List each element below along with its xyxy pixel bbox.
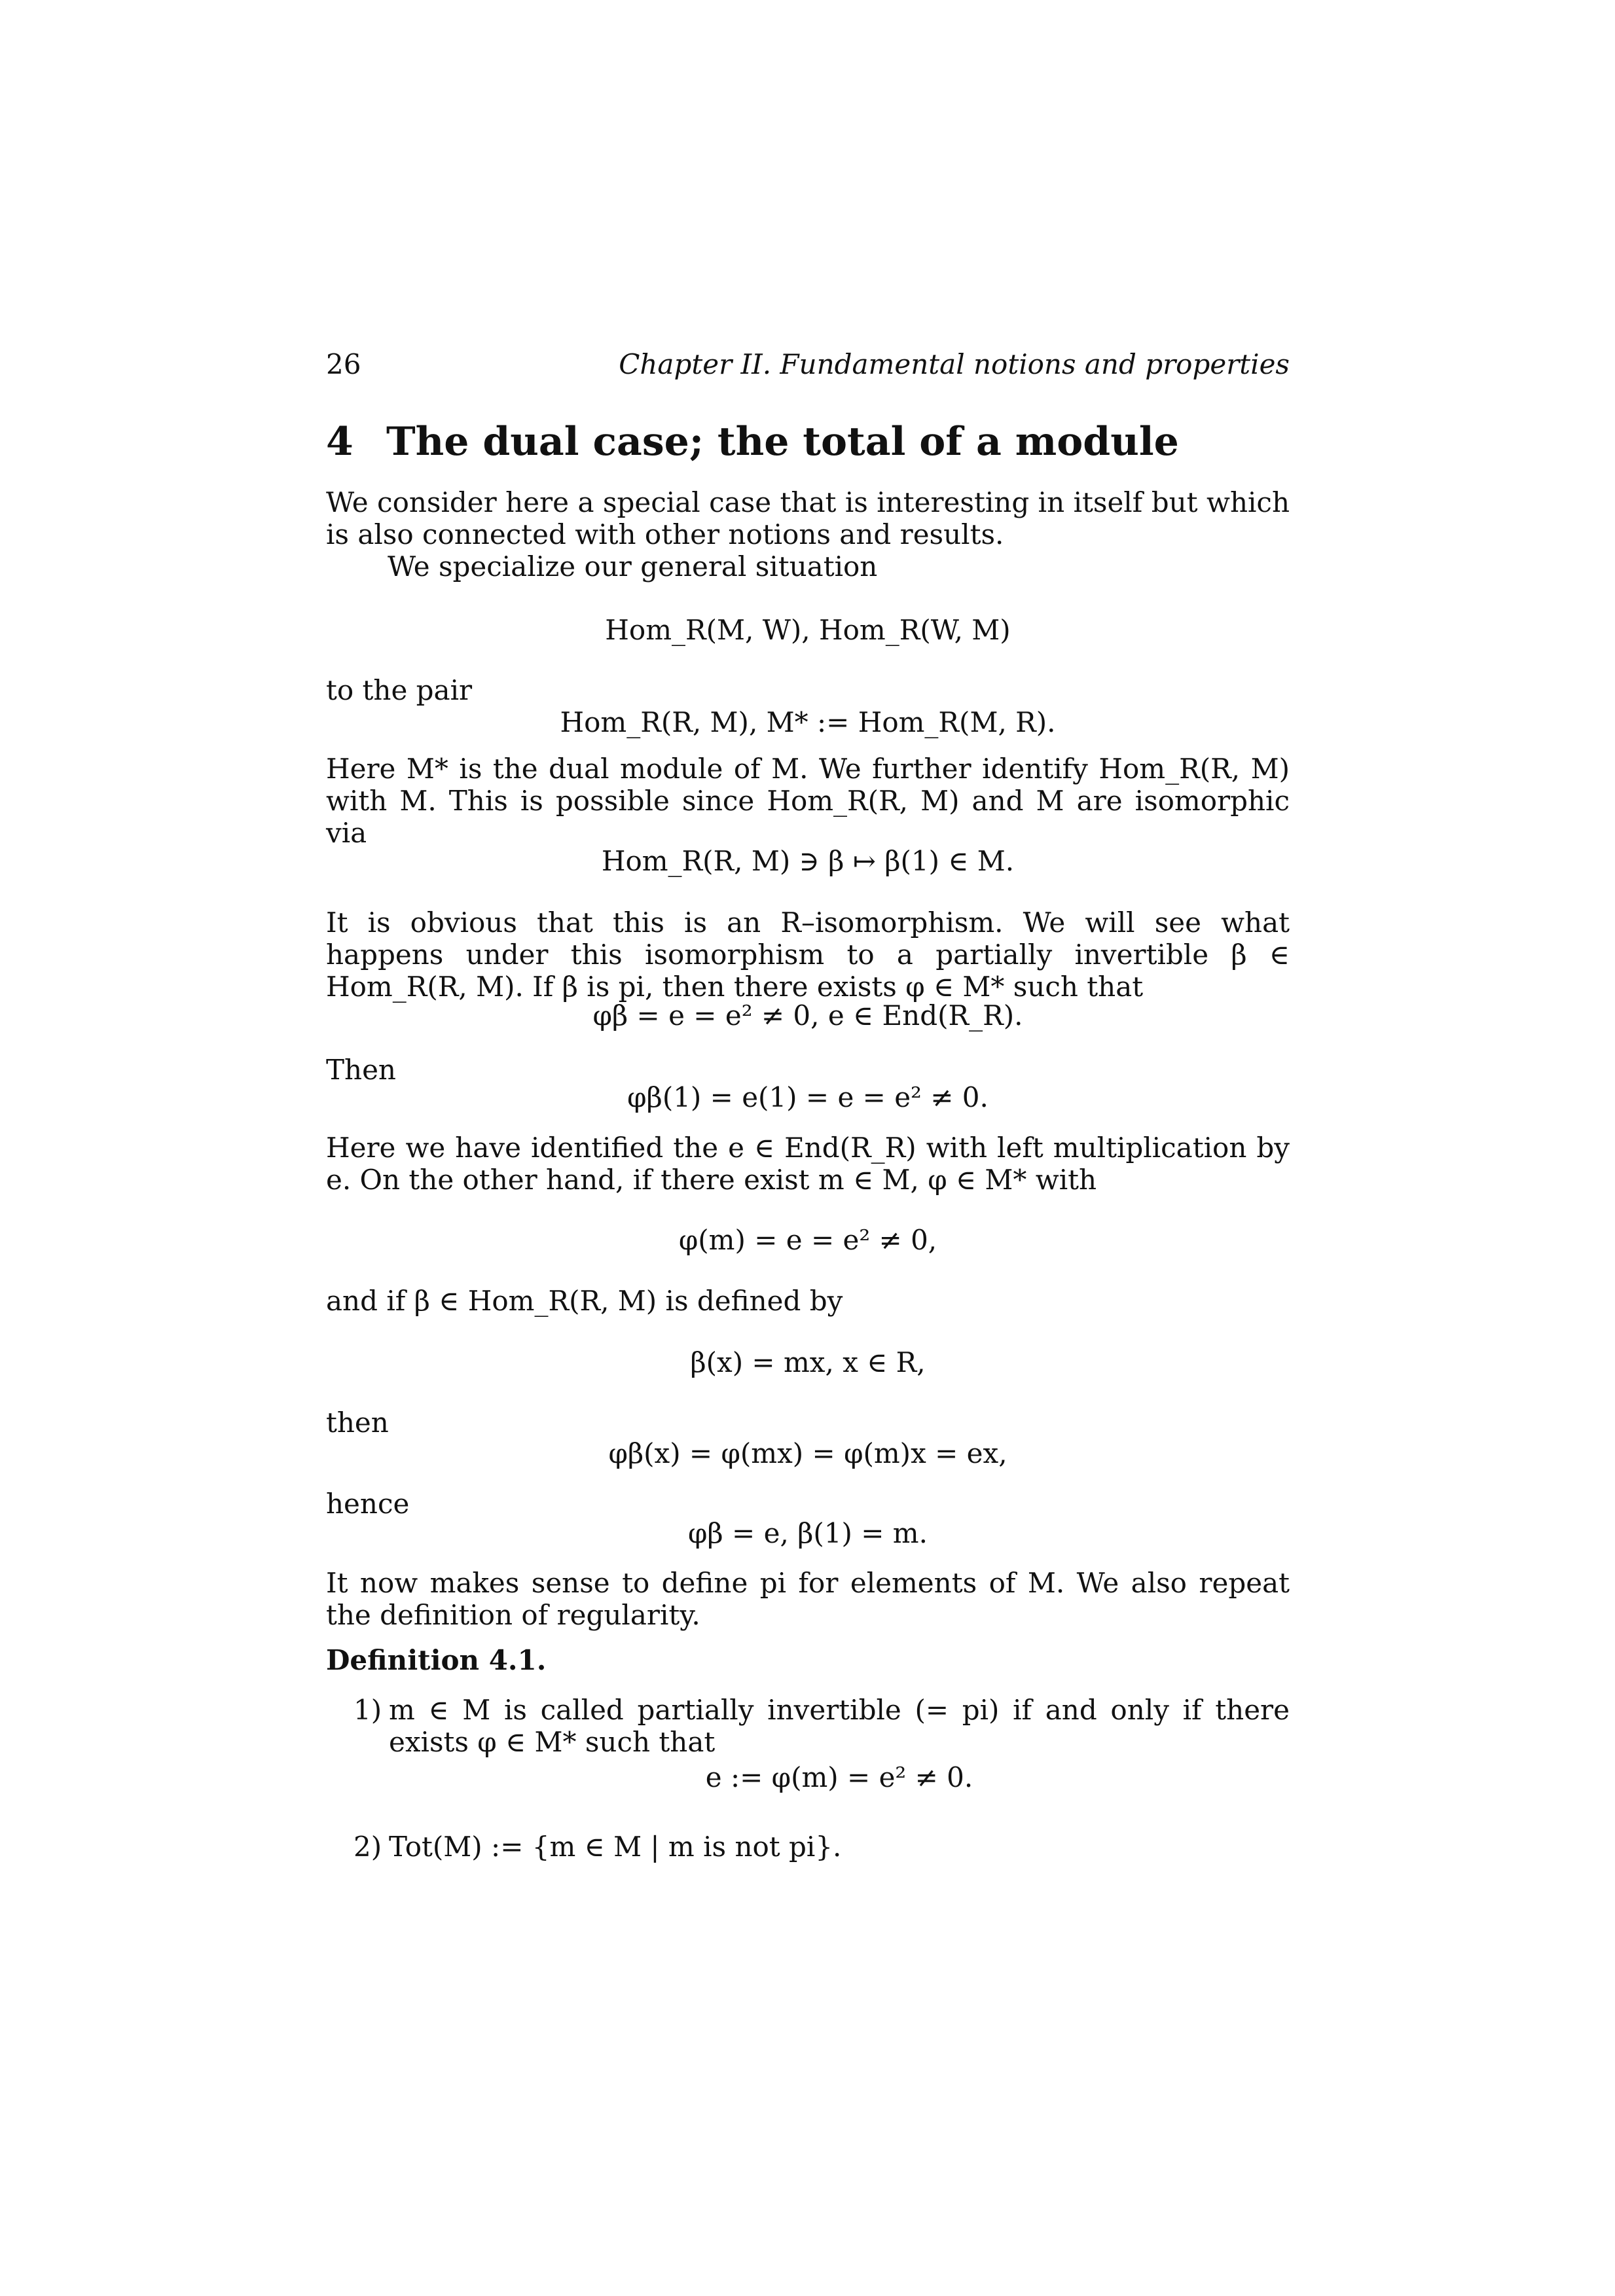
paragraph-dual-module: Here M* is the dual module of M. We further identify Hom_R(R, M) with M. This is possible since Hom_R(R, M) and M are isomorphic via <box>326 753 1290 849</box>
definition-item-1-text: m ∈ M is called partially invertible (= pi) if and only if there exists φ ∈ M* such that <box>389 1694 1290 1758</box>
label-to-the-pair: to the pair <box>326 674 473 706</box>
section-title: The dual case; the total of a module <box>386 419 1179 465</box>
section-number: 4 <box>326 419 354 465</box>
label-then-2: then <box>326 1407 389 1439</box>
paragraph-intro: We consider here a special case that is interesting in itself but which is also connected with other notions and results. <box>326 486 1290 550</box>
equation-isomorphism: Hom_R(R, M) ∋ β ↦ β(1) ∈ M. <box>601 845 1015 877</box>
definition-label: Definition 4.1. <box>326 1644 547 1676</box>
paragraph-specialize: We specialize our general situation <box>388 550 878 583</box>
equation-phi-beta-one: φβ(1) = e(1) = e = e² ≠ 0. <box>627 1081 989 1113</box>
label-then: Then <box>326 1054 396 1086</box>
equation-phi-beta-e: φβ = e, β(1) = m. <box>688 1517 928 1549</box>
paragraph-beta-defined: and if β ∈ Hom_R(R, M) is defined by <box>326 1285 843 1317</box>
running-title: Chapter II. Fundamental notions and properties <box>619 348 1290 380</box>
equation-phi-beta-x: φβ(x) = φ(mx) = φ(m)x = ex, <box>608 1437 1007 1469</box>
paragraph-left-multiplication: Here we have identified the e ∈ End(R_R) with left multiplication by e. On the other hand, if there exist m ∈ M, φ ∈ M* with <box>326 1132 1290 1196</box>
equation-phi-m: φ(m) = e = e² ≠ 0, <box>678 1224 937 1256</box>
equation-phi-beta: φβ = e = e² ≠ 0, e ∈ End(R_R). <box>592 999 1023 1031</box>
section-heading <box>326 419 1179 465</box>
definition-item-2-text: Tot(M) := {m ∈ M | m is not pi}. <box>389 1831 842 1863</box>
equation-general-situation: Hom_R(M, W), Hom_R(W, M) <box>605 614 1011 646</box>
paragraph-define-pi: It now makes sense to define pi for elements of M. We also repeat the definition of regularity. <box>326 1567 1290 1631</box>
definition-item-1-equation: e := φ(m) = e² ≠ 0. <box>705 1761 973 1793</box>
page-number: 26 <box>326 348 361 380</box>
definition-item-2-number: 2) <box>354 1831 382 1863</box>
definition-item-1-number: 1) <box>354 1694 382 1726</box>
equation-pair: Hom_R(R, M), M* := Hom_R(M, R). <box>560 706 1056 738</box>
label-hence: hence <box>326 1488 410 1520</box>
equation-beta-x: β(x) = mx, x ∈ R, <box>690 1346 926 1378</box>
paragraph-r-isomorphism: It is obvious that this is an R–isomorphism. We will see what happens under this isomorphism to a partially invertible β ∈ Hom_R(R, M). If β is pi, then there exists φ ∈ M* such that <box>326 906 1290 1003</box>
